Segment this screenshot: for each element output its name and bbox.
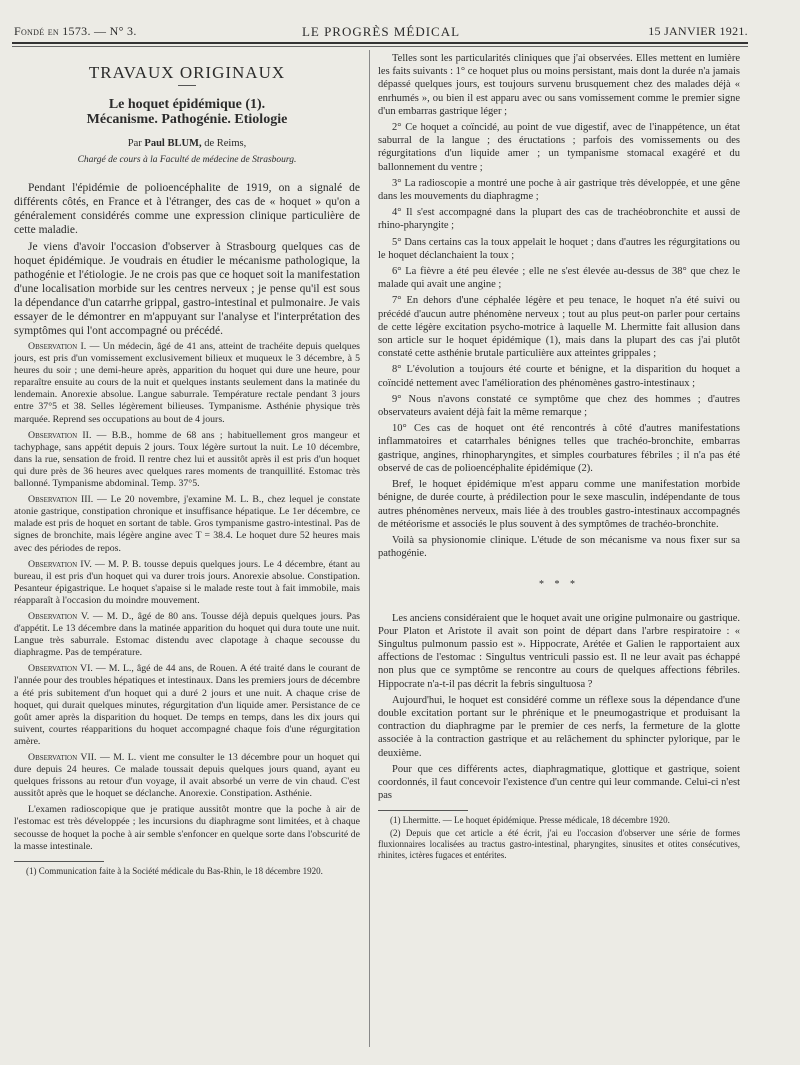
body-paragraph: Les anciens considéraient que le hoquet avait une origine pulmonaire ou gastrique. Pour Platon et Aristote il avait son point de départ dans l'arbre respiratoire : « Singultus pulmonum passio est ». Hippocrate, Arétée et Galien le rapportaient aux affections de l'estomac : Singultus ventriculi passio est. Il ne leur avait pas échappé non plus que ce symptôme se rencontre au cours de quelques affections fébriles. Hippocrate n'a-t-il pas décrit la febris singultuosa ? — [378, 612, 740, 690]
header-rule — [12, 42, 748, 44]
body-paragraph: 8° L'évolution a toujours été courte et bénigne, et la disparition du hoquet a coïncidé nettement avec l'amélioration des phénomènes gastro-intestinaux ; — [378, 364, 740, 389]
footnote: (1) Lhermitte. — Le hoquet épidémique. Presse médicale, 18 décembre 1920. — [390, 815, 670, 826]
issue-date: 15 JANVIER 1921. — [648, 24, 748, 38]
observation — [14, 663, 360, 748]
intro-paragraph: Pendant l'épidémie de polioencéphalite de 1919, on a signalé de différents côtés, en France et à l'étranger, des cas de « hoquet » qu'on a généralement considérés comme une expression clinique particulière de cette maladie. — [14, 182, 360, 237]
intro-paragraph: Je viens d'avoir l'occasion d'observer à Strasbourg quelques cas de hoquet épidémique. Je voudrais en étudier le mécanisme pathologique, la pathogénie et l'étiologie. Je ne crois pas que ce hoquet soit la manifestation d'une localisation morbide sur les centres nerveux ; je pense qu'il est sous la dépendance d'un catarrhe grippal, gastro-intestinal et pulmonaire. Je vais essayer de le démontrer en m'appuyant sur l'analyse et l'interprétation des symptômes qui l'ont accompagné ou précédé. — [14, 241, 360, 338]
right-column — [378, 52, 740, 1047]
body-paragraph: 4° Il s'est accompagné dans la plupart des cas de trachéobronchite et aussi de rhino-pharyngite ; — [378, 207, 740, 232]
observation-label: Observation III. — [28, 494, 94, 506]
footnote-rule — [378, 810, 468, 811]
observation — [14, 611, 360, 659]
observation-text: — M. P. B. tousse depuis quelques jours. Le 4 décembre, étant au bureau, il est pris d'un hoquet qui va durer trois jours. Anorexie absolue. Constipation. Pesanteur épigastrique. Le hoquet s'apaise si le malade reste tout à fait immobile, mais réapparaît à l'occasion du moindre mouvement. — [14, 558, 360, 606]
observation — [14, 559, 360, 607]
author-city: de Reims, — [204, 137, 247, 149]
body-paragraph: Telles sont les particularités cliniques que j'ai observées. Elles mettent en lumière les faits suivants : 1° ce hoquet plus ou moins persistant, mais dont la durée n'a jamais dépassé quelques jours, est toujours survenu brusquement chez des malades déjà « enrhumés », ou bien il est apparu avec ou sans vomissement comme le premier signe d'un embarras gastrique léger ; — [378, 53, 740, 117]
observation-label: Observation IV. — [28, 558, 92, 570]
article-title: Le hoquet épidémique (1). — [108, 97, 266, 113]
article-subtitle: Mécanisme. Pathogénie. Etiologie — [86, 112, 288, 128]
observation — [14, 494, 360, 554]
masthead — [14, 20, 748, 42]
body-paragraph: 10° Ces cas de hoquet ont été rencontrés à côté d'autres manifestations inflammatoires et catarrhales bénignes telles que trachéo-bronchite, embarras gastrique, angines, rhinopharyngites, et simples courbatures fébriles ; il n'a pas été observé de cas de polioencéphalite épidémique (2). — [378, 423, 740, 474]
observation — [14, 752, 360, 800]
author-name: Paul BLUM, — [144, 137, 202, 149]
observation-label: Observation V. — [28, 610, 90, 622]
byline — [14, 137, 360, 150]
section-rule — [178, 85, 196, 86]
body-paragraph: Pour que ces différents actes, diaphragmatique, glottique et gastrique, soient coordonnés, il faut concevoir l'existence d'un centre qui leur commande. Celui-ci n'est pas — [378, 763, 740, 802]
body-paragraph: 2° Ce hoquet a coïncidé, au point de vue digestif, avec de l'inappétence, un état saburral de la langue ; des éructations ; parfois des vomissements ou des régurgitations d'un liquide amer ; un tympanisme stomacal exagéré et du ballonnement du ventre ; — [378, 122, 740, 173]
observation-label: Observation VI. — [28, 663, 93, 675]
header-rule-thin — [12, 46, 748, 47]
body-paragraph: 6° La fièvre a été peu élevée ; elle ne s'est élevée au-dessus de 38° que chez le malade qui avait une angine ; — [378, 266, 740, 291]
observation-label: Observation VII. — [28, 752, 97, 764]
observation-label: Observation I. — [28, 341, 87, 353]
observation-text: — M. L., âgé de 44 ans, de Rouen. A été traité dans le courant de l'année pour des troubles hépatiques et intestinaux. Dans les premiers jours de décembre a été pris subitement d'un hoquet qui a duré 2 jours et une nuit. A chaque crise de hoquet, qui durait quelques minutes, régurgitation d'un liquide amer. Persistance de ce goût amer après la disparition du hoquet. De temps en temps, dans les dix jours qui suivent, courtes réapparitions du hoquet accompagné chaque fois d'une régurgitation amère. — [14, 663, 360, 747]
body-paragraph: 3° La radioscopie a montré une poche à air gastrique très développée, et une gêne dans les mouvements du diaphragme ; — [378, 177, 740, 203]
body-paragraph: 7° En dehors d'une céphalée légère et peu tenace, le hoquet n'a été suivi ou précédé d'aucun autre phénomène nerveux ; tout au plus peut-on parler pour certains de cette légère excitation psycho-motrice à laquelle M. Lhermitte fait allusion dans son article sur le hoquet épidémique (1), mais dans la plupart des cas j'ai plutôt constaté cette asthénie brutale particulière aux atteintes grippales ; — [378, 295, 740, 360]
footnote: (2) Depuis que cet article a été écrit, j'ai eu l'occasion d'observer une série de formes fluxionnaires localisées au tractus gastro-intestinal, pharyngites, sinusites et otites consécutives, rhinites, ictères fugaces et entérites. — [378, 828, 740, 861]
footnote-rule — [14, 861, 104, 862]
observation-label: Observation II. — [28, 429, 92, 441]
body-paragraph: Bref, le hoquet épidémique m'est apparu comme une manifestation morbide bénigne, de durée courte, à prédilection pour le sexe masculin, indépendante de tous autres phénomènes nerveux, mais liée à des troubles gastro-intestinaux accompagnés de météorisme et associés le plus souvent à des symptômes de trachéo-bronchite. — [378, 479, 740, 530]
founded-line: Fondé en 1573. — N° 3. — [14, 24, 137, 38]
observation — [14, 430, 360, 490]
closing-paragraph: L'examen radioscopique que je pratique aussitôt montre que la poche à air de l'estomac est très développée ; les incursions du diaphragme sont limitées, et à chaque secousse de hoquet la poche à air semble s'enfoncer en quelque sorte dans l'obscurité de la masse intestinale. — [14, 804, 360, 852]
observation-text: — M. L. vient me consulter le 13 décembre pour un hoquet qui dure depuis 24 heures. Ce malade toussait depuis quelques jours quand, ayant eu quelques frissons au retour d'un voyage, il avait absorbé un verre de vin chaud. C'est aussitôt après que le hoquet se déclanche. Anorexie. Constipation. Asthénie. — [14, 752, 360, 800]
observation-text: — Un médecin, âgé de 41 ans, atteint de trachéite depuis quelques jours, est pris d'un vomissement exclusivement bilieux et muqueux le 3 décembre, à 5 heures du soir ; une demi-heure après, apparition du hoquet qui dure une heure, pour reparaître ensuite au cours de la nuit et quelques instants seulement dans la matinée du lendemain. Anorexie absolue. Langue saburrale. Température rectale pendant 3 jours entre 37°5 et 38. Selles légèrement bilieuses. Tympanisme. Asthénie physique très marquée. Reprend ses occupations au bout de 4 jours. — [14, 341, 360, 425]
left-column — [14, 52, 360, 1047]
body-paragraph: Aujourd'hui, le hoquet est considéré comme un réflexe sous la dépendance d'une double excitation portant sur le phrénique et le pneumogastrique et produisant la contraction du diaphragme par le premier de ces nerfs, la fermeture de la glotte associée à la contraction gastrique et au relâchement du sphincter pylorique, par le deuxième. — [378, 694, 740, 759]
section-separator: * * * — [539, 579, 579, 591]
section-title: TRAVAUX ORIGINAUX — [88, 63, 286, 82]
byline-prefix: Par — [127, 137, 142, 149]
footnote: (1) Communication faite à la Société médicale du Bas-Rhin, le 18 décembre 1920. — [26, 865, 323, 876]
observation-text: — M. D., âgé de 80 ans. Tousse déjà depuis quelques jours. Pas d'appétit. Le 13 décembre dans la matinée apparition du hoquet qui dura toute une nuit. Langue très saburrale. Estomac distendu avec clapotage à chaque secousse du diaphragme. Pas de température. — [14, 610, 360, 659]
body-paragraph: 9° Nous n'avons constaté ce symptôme que chez des hommes ; d'autres observateurs avaient déjà fait la même remarque ; — [378, 393, 740, 419]
journal-title: LE PROGRÈS MÉDICAL — [301, 24, 461, 39]
observation-text: — Le 20 novembre, j'examine M. L. B., chez lequel je constate atonie gastrique, constipation chronique et insuffisance hépatique. Le 1er décembre, ce malade est pris de hoquet en sortant de table. Gros tympanisme gastro-intestinal. Pas de signes de bronchite, mais légère angine avec T = 38.4. Le hoquet dure 52 heures mais avec des périodes de repos. — [14, 494, 360, 554]
author-affiliation: Chargé de cours à la Faculté de médecine de Strasbourg. — [77, 154, 297, 165]
observation-text: — B.B., homme de 68 ans ; habituellement gros mangeur et tachyphage, sans appétit depuis 2 jours. Toux légère surtout la nuit. Le 10 décembre, dans la rue, sensation de froid. Il rentre chez lui et aussitôt après il est pris d'un hoquet qui dure près de 36 heures avec quelques rares moments de tranquillité. Estomac très ballonné. Tympanisme abdominal. Temp. 37°5. — [14, 429, 360, 490]
observation — [14, 341, 360, 426]
column-divider — [369, 50, 370, 1047]
body-paragraph: Voilà sa physionomie clinique. L'étude de son mécanisme va nous fixer sur sa pathogénie. — [378, 534, 740, 560]
body-paragraph: 5° Dans certains cas la toux appelait le hoquet ; dans d'autres les régurgitations ou le hoquet déclanchaient la toux ; — [378, 236, 740, 261]
